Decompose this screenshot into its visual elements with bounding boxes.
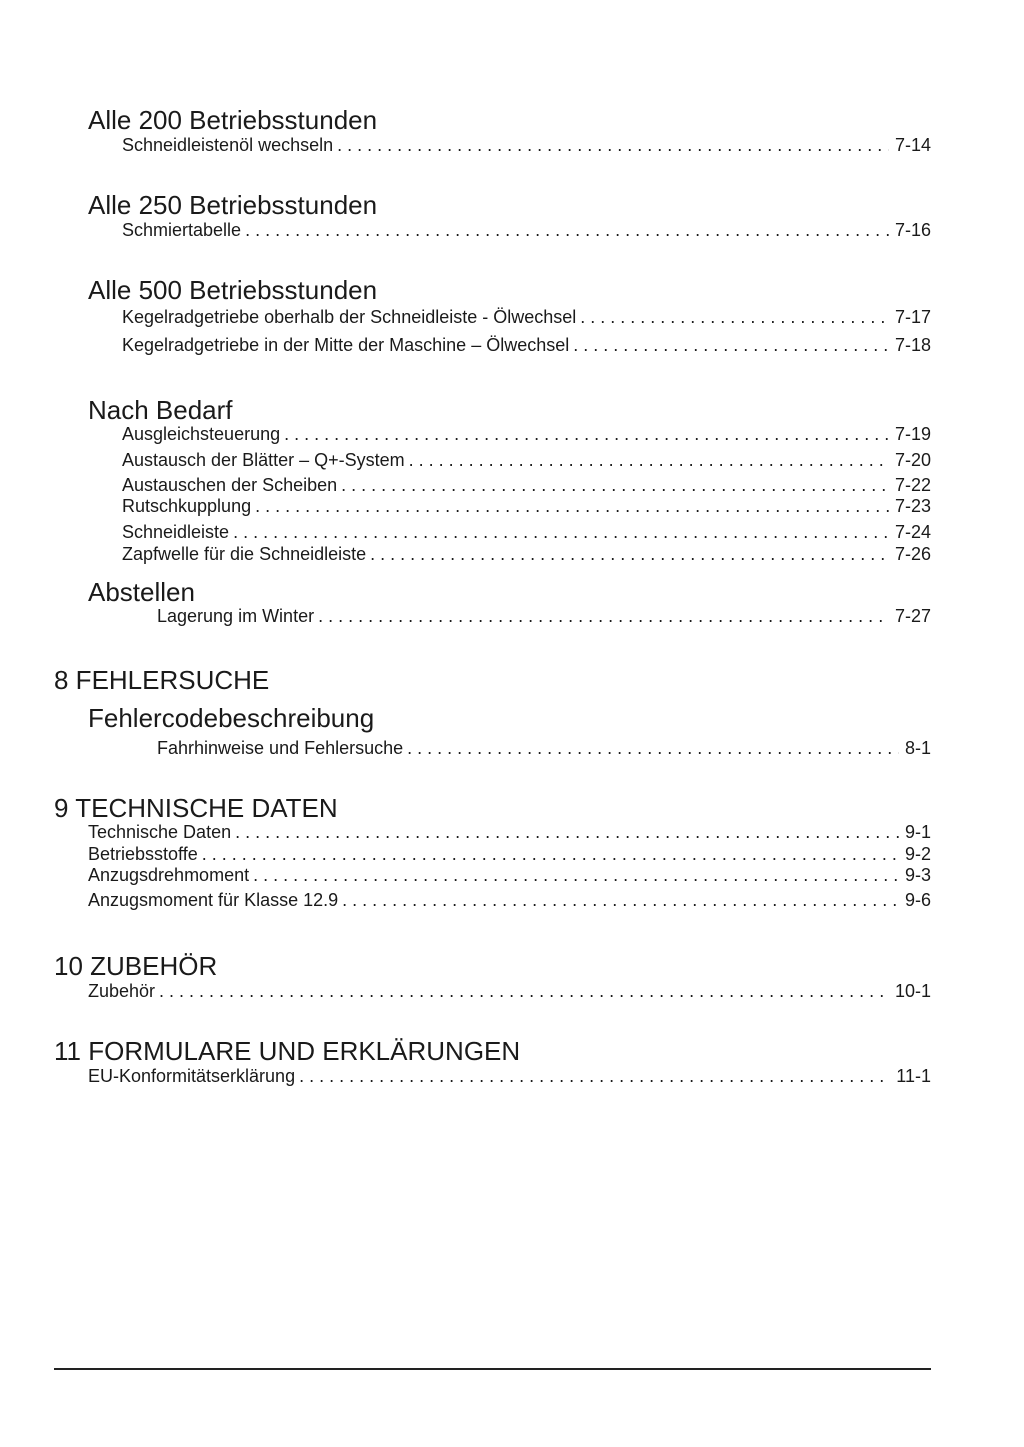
toc-entry[interactable] [122, 219, 931, 241]
toc-entry-page: 7-14 [894, 135, 931, 155]
toc-entry-page: 9-1 [904, 822, 931, 842]
dot-leader [409, 449, 889, 471]
toc-entry-page: 7-16 [894, 220, 931, 240]
dot-leader [284, 423, 889, 445]
toc-entry-page: 7-26 [894, 544, 931, 564]
dot-leader [407, 737, 899, 759]
toc-entry[interactable] [122, 334, 931, 356]
dot-leader [341, 474, 889, 496]
toc-entry[interactable] [157, 737, 931, 759]
section-heading-abstellen: Abstellen [88, 577, 195, 607]
chapter-title-10: 10 ZUBEHÖR [54, 951, 218, 981]
dot-leader [299, 1065, 890, 1087]
dot-leader [253, 864, 899, 886]
section-heading-fehlercode: Fehlercodebeschreibung [88, 703, 375, 733]
toc-entry-label: EU-Konformitätserklärung [88, 1066, 296, 1086]
toc-entry-page: 9-3 [904, 865, 931, 885]
toc-entry-label: Zubehör [88, 981, 156, 1001]
toc-entry-label: Schneidleistenöl wechseln [122, 135, 334, 155]
toc-entry-page: 11-1 [896, 1066, 931, 1086]
dot-leader [370, 543, 889, 565]
toc-entry[interactable] [122, 495, 931, 517]
footer-rule [54, 1368, 931, 1370]
toc-entry[interactable] [88, 889, 931, 911]
toc-entry[interactable] [88, 864, 931, 886]
toc-entry[interactable] [88, 980, 931, 1002]
toc-entry[interactable] [88, 843, 931, 865]
toc-entry[interactable] [88, 821, 931, 843]
toc-entry-label: Austauschen der Scheiben [122, 475, 338, 495]
toc-entry-page: 7-19 [894, 424, 931, 444]
section-heading-500h: Alle 500 Betriebsstunden [88, 275, 378, 305]
toc-entry[interactable] [122, 423, 931, 445]
toc-entry-label: Rutschkupplung [122, 496, 252, 516]
toc-entry[interactable] [122, 306, 931, 328]
dot-leader [255, 495, 889, 517]
chapter-title-11: 11 FORMULARE UND ERKLÄRUNGEN [54, 1036, 521, 1066]
dot-leader [235, 821, 899, 843]
chapter-title-8: 8 FEHLERSUCHE [54, 665, 270, 695]
toc-entry-label: Austausch der Blätter – Q+-System [122, 450, 405, 470]
toc-entry-label: Kegelradgetriebe in der Mitte der Maschine – Ölwechsel [122, 335, 570, 355]
toc-entry-page: 7-27 [894, 606, 931, 626]
dot-leader [337, 134, 889, 156]
toc-entry-label: Technische Daten [88, 822, 232, 842]
toc-entry-page: 8-1 [904, 738, 931, 758]
toc-entry[interactable] [122, 543, 931, 565]
dot-leader [342, 889, 899, 911]
toc-entry-label: Schmiertabelle [122, 220, 242, 240]
toc-entry[interactable] [122, 521, 931, 543]
toc-entry-label: Lagerung im Winter [157, 606, 315, 626]
toc-entry-page: 7-23 [894, 496, 931, 516]
toc-entry[interactable] [88, 1065, 931, 1087]
toc-entry-label: Betriebsstoffe [88, 844, 198, 864]
toc-entry-label: Fahrhinweise und Fehlersuche [157, 738, 404, 758]
toc-entry-page: 7-17 [894, 307, 931, 327]
toc-entry-label: Kegelradgetriebe oberhalb der Schneidleiste - Ölwechsel [122, 307, 577, 327]
toc-entry-label: Schneidleiste [122, 522, 230, 542]
dot-leader [202, 843, 899, 865]
toc-entry-page: 7-22 [894, 475, 931, 495]
toc-entry-page: 7-24 [894, 522, 931, 542]
toc-entry-page: 7-18 [894, 335, 931, 355]
toc-entry-page: 9-6 [904, 890, 931, 910]
toc-entry-page: 10-1 [894, 981, 931, 1001]
section-heading-250h: Alle 250 Betriebsstunden [88, 190, 378, 220]
toc-entry-label: Anzugsmoment für Klasse 12.9 [88, 890, 339, 910]
toc-entry-label: Ausgleichsteuerung [122, 424, 281, 444]
toc-entry-label: Zapfwelle für die Schneidleiste [122, 544, 367, 564]
section-heading-nach-bedarf: Nach Bedarf [88, 395, 233, 425]
dot-leader [233, 521, 889, 543]
dot-leader [159, 980, 889, 1002]
toc-entry-page: 7-20 [894, 450, 931, 470]
dot-leader [573, 334, 889, 356]
dot-leader [245, 219, 889, 241]
toc-entry[interactable] [122, 449, 931, 471]
dot-leader [318, 605, 889, 627]
section-heading-200h: Alle 200 Betriebsstunden [88, 105, 378, 135]
toc-entry[interactable] [122, 134, 931, 156]
chapter-title-9: 9 TECHNISCHE DATEN [54, 793, 338, 823]
toc-entry[interactable] [122, 474, 931, 496]
toc-entry-label: Anzugsdrehmoment [88, 865, 250, 885]
toc-entry[interactable] [157, 605, 931, 627]
toc-entry-page: 9-2 [904, 844, 931, 864]
dot-leader [580, 306, 889, 328]
